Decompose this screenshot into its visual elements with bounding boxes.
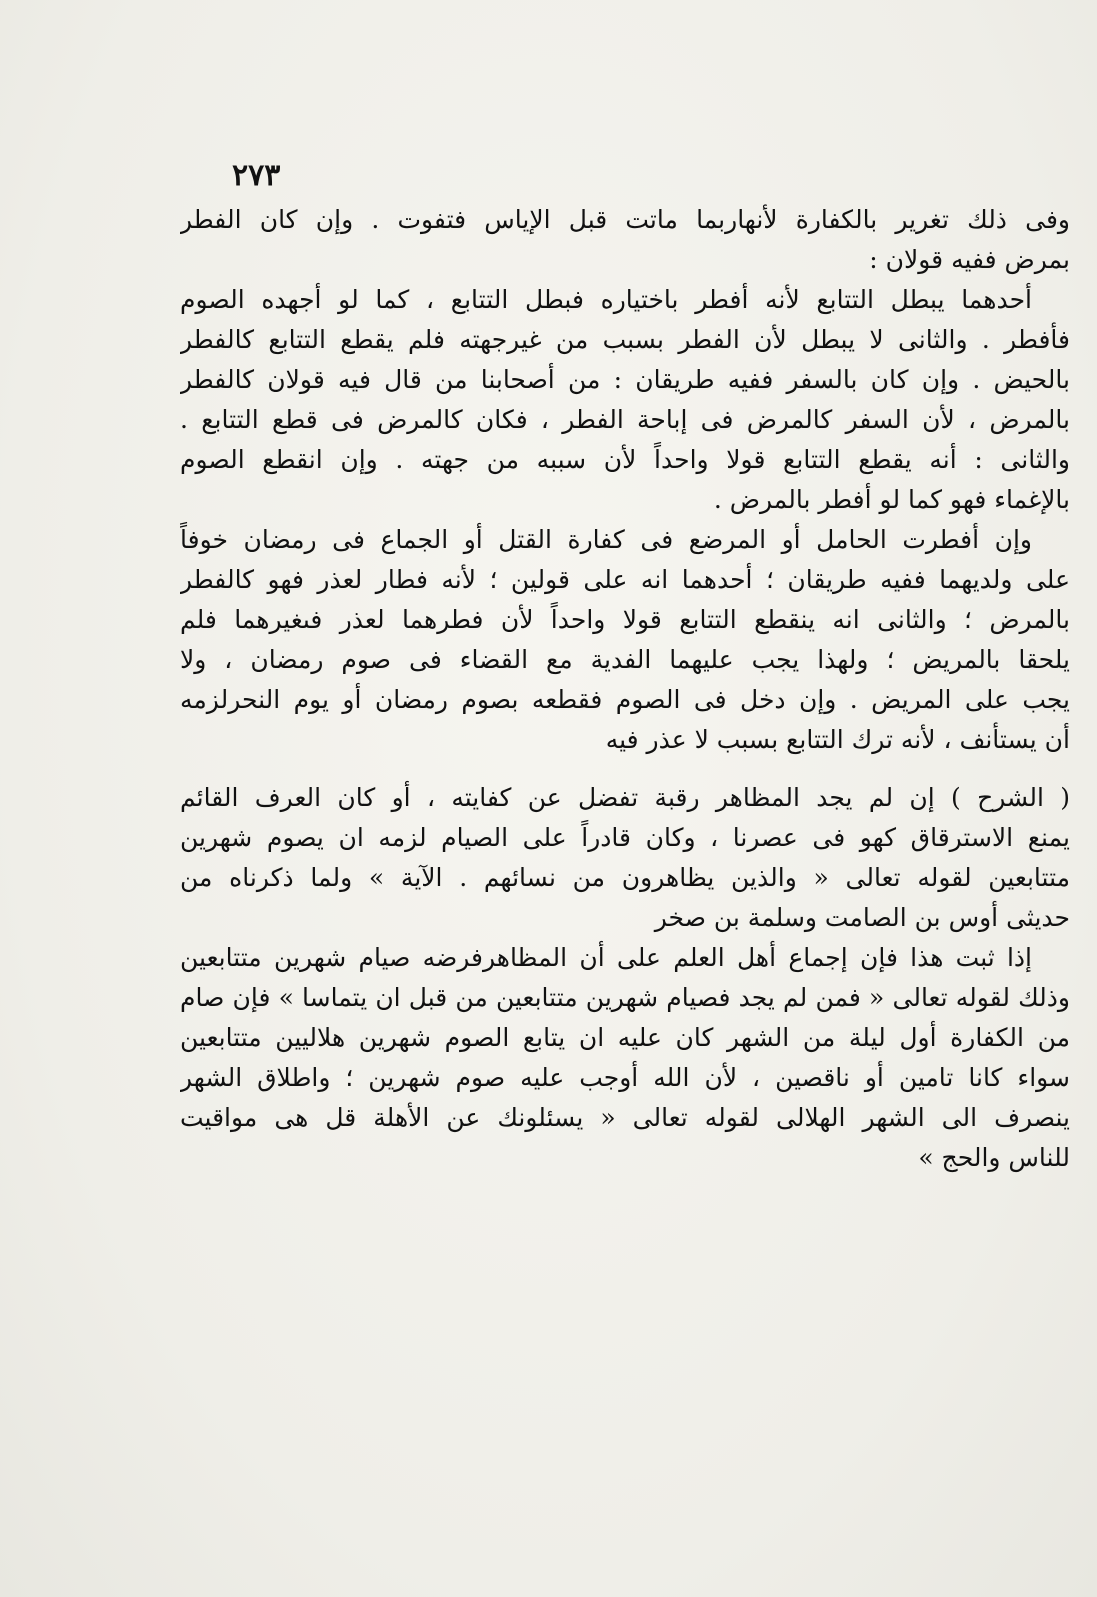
body-text — [180, 200, 1070, 1178]
text-line: للناس والحج » — [918, 1143, 1070, 1172]
text-line: حديثى أوس بن الصامت وسلمة بن صخر — [654, 903, 1070, 932]
text-line: أن يستأنف ، لأنه ترك التتابع بسبب لا عذر فيه — [605, 725, 1070, 754]
text-line: والثانى : أنه يقطع التتابع قولا واحداً لأن سببه من جهته . وإن انقطع الصوم — [180, 445, 1070, 474]
page-number: ٢٧٣ — [232, 158, 281, 193]
text-line: وإن أفطرت الحامل أو المرضع فى كفارة القتل أو الجماع فى رمضان خوفاً — [180, 525, 1032, 554]
paragraph — [180, 520, 1070, 760]
text-line: من الكفارة أول ليلة من الشهر كان عليه ان يتابع الصوم شهرين هلاليين متتابعين — [180, 1023, 1070, 1052]
text-line: بمرض ففيه قولان : — [869, 245, 1070, 274]
text-line: سواء كانا تامين أو ناقصين ، لأن الله أوجب عليه صوم شهرين ؛ واطلاق الشهر — [180, 1063, 1070, 1092]
paragraph-gap — [180, 760, 1070, 778]
text-line: متتابعين لقوله تعالى « والذين يظاهرون من نسائهم . الآية » ولما ذكرناه من — [180, 863, 1070, 892]
paragraph — [180, 778, 1070, 938]
text-line: بالإغماء فهو كما لو أفطر بالمرض . — [713, 485, 1070, 514]
paragraph — [180, 200, 1070, 280]
text-line: يجب على المريض . وإن دخل فى الصوم فقطعه بصوم رمضان أو يوم النحرلزمه — [180, 685, 1070, 714]
text-line: وذلك لقوله تعالى « فمن لم يجد فصيام شهرين متتابعين من قبل ان يتماسا » فإن صام — [180, 983, 1070, 1012]
text-line: إذا ثبت هذا فإن إجماع أهل العلم على أن المظاهرفرضه صيام شهرين متتابعين — [180, 943, 1032, 972]
text-line: ( الشرح ) إن لم يجد المظاهر رقبة تفضل عن كفايته ، أو كان العرف القائم — [180, 783, 1070, 812]
text-line: على ولديهما ففيه طريقان ؛ أحدهما انه على قولين ؛ لأنه فطار لعذر فهو كالفطر — [180, 565, 1070, 594]
text-line: فأفطر . والثانى لا يبطل لأن الفطر بسبب من غيرجهته فلم يقطع التتابع كالفطر — [180, 325, 1070, 354]
text-line: ينصرف الى الشهر الهلالى لقوله تعالى « يسئلونك عن الأهلة قل هى مواقيت — [180, 1103, 1070, 1132]
text-line: أحدهما يبطل التتابع لأنه أفطر باختياره فبطل التتابع ، كما لو أجهده الصوم — [180, 285, 1032, 314]
text-line: بالمرض ، لأن السفر كالمرض فى إباحة الفطر ، فكان كالمرض فى قطع التتابع . — [180, 405, 1070, 434]
text-line: بالحيض . وإن كان بالسفر ففيه طريقان : من أصحابنا من قال فيه قولان كالفطر — [180, 365, 1070, 394]
paragraph — [180, 280, 1070, 520]
paragraph — [180, 938, 1070, 1178]
text-line: بالمرض ؛ والثانى انه ينقطع التتابع قولا واحداً لأن فطرهما لعذر فىغيرهما فلم — [180, 605, 1070, 634]
text-line: وفى ذلك تغرير بالكفارة لأنهاربما ماتت قبل الإياس فتفوت . وإن كان الفطر — [180, 205, 1070, 234]
text-line: يلحقا بالمريض ؛ ولهذا يجب عليهما الفدية مع القضاء فى صوم رمضان ، ولا — [180, 645, 1070, 674]
text-line: يمنع الاسترقاق كهو فى عصرنا ، وكان قادراً على الصيام لزمه ان يصوم شهرين — [180, 823, 1070, 852]
